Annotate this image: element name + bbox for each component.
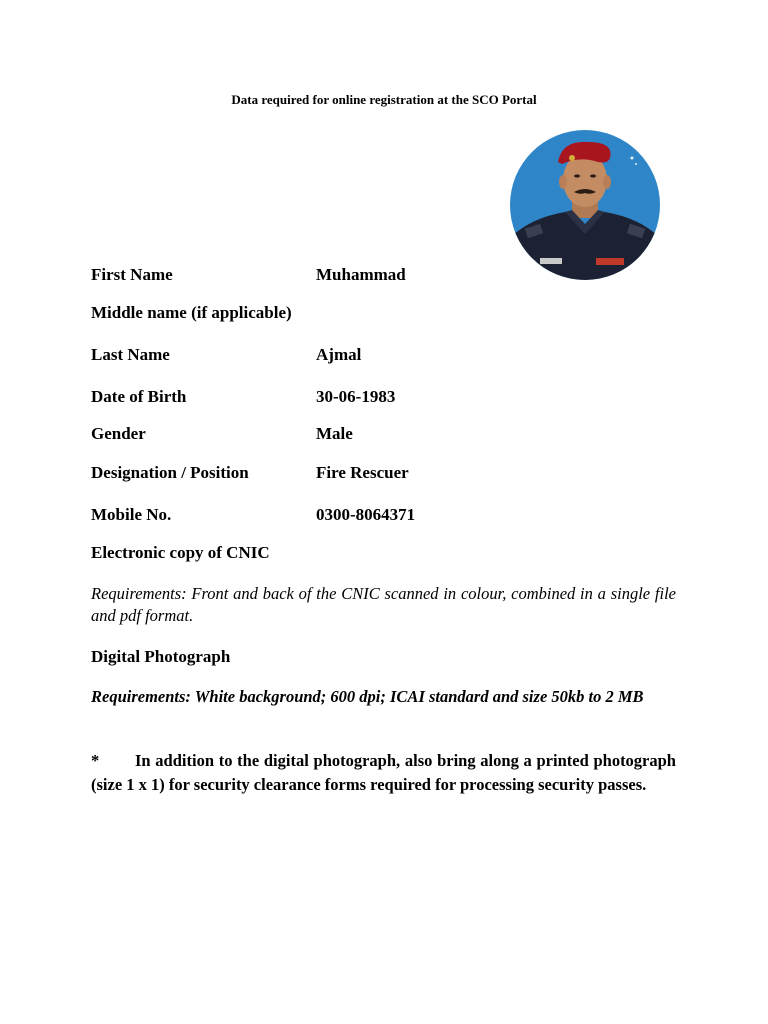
ear-left <box>559 175 567 189</box>
first-name-label: First Name <box>91 265 173 284</box>
gender-value: Male <box>316 424 353 443</box>
speck <box>635 163 637 165</box>
profile-photo <box>510 130 660 280</box>
cnic-requirements: Requirements: Front and back of the CNIC scanned in colour, combined in a single file and pdf format. <box>91 584 676 625</box>
badge-left <box>540 258 562 264</box>
mobile-label: Mobile No. <box>91 505 172 524</box>
first-name-value: Muhammad <box>316 265 406 284</box>
portrait-image <box>510 130 660 280</box>
eye-left <box>574 174 580 177</box>
photograph-requirements: Requirements: White background; 600 dpi; ICAI standard and size 50kb to 2 MB <box>91 687 644 706</box>
last-name-label: Last Name <box>91 345 170 364</box>
digital-photograph-heading: Digital Photograph <box>91 647 231 666</box>
middle-name-label: Middle name (if applicable) <box>91 303 292 322</box>
gender-label: Gender <box>91 424 146 443</box>
note-text: In addition to the digital photograph, also bring along a printed photograph (size 1 x 1) for security clearance forms required for processing security passes. <box>91 751 676 794</box>
date-of-birth-label: Date of Birth <box>91 387 187 406</box>
printed-photograph-note <box>91 749 676 797</box>
speck <box>631 157 634 160</box>
cnic-heading: Electronic copy of CNIC <box>91 543 270 562</box>
beret-badge <box>569 155 575 161</box>
ear-right <box>603 175 611 189</box>
document-title: Data required for online registration at the SCO Portal <box>231 92 537 107</box>
note-marker: * <box>91 751 100 770</box>
eye-right <box>590 174 596 177</box>
date-of-birth-value: 30-06-1983 <box>316 387 396 406</box>
badge-right <box>596 258 624 265</box>
mobile-value: 0300-8064371 <box>316 505 416 524</box>
last-name-value: Ajmal <box>316 345 362 364</box>
designation-value: Fire Rescuer <box>316 463 409 482</box>
designation-label: Designation / Position <box>91 463 249 482</box>
